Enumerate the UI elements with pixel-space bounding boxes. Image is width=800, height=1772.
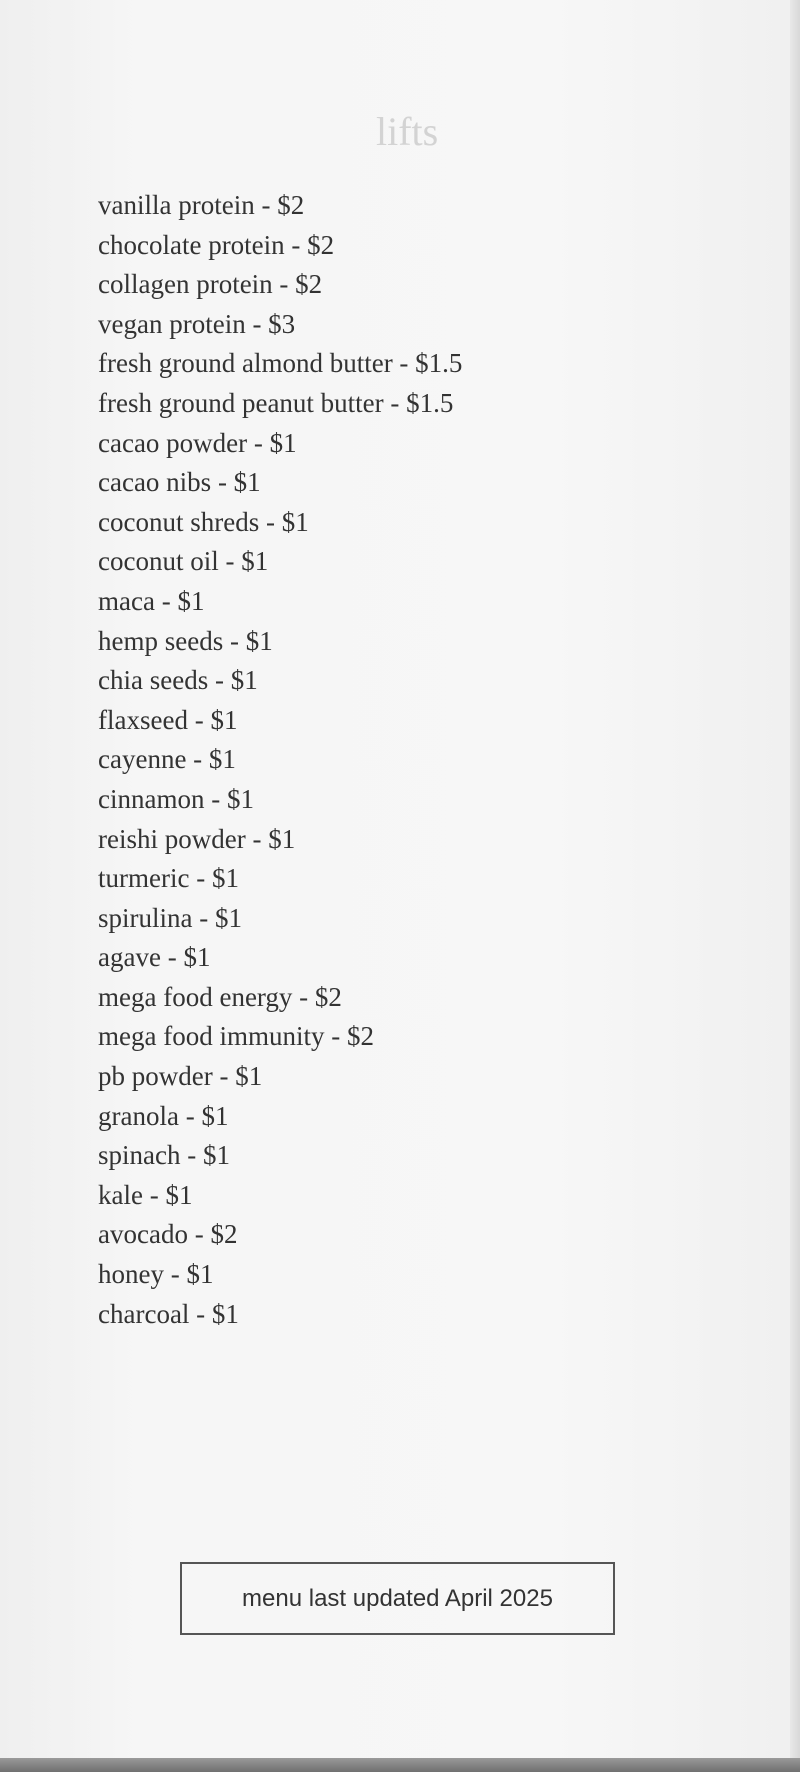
add-on-item: coconut shreds - $1 (98, 506, 309, 537)
add-on-item: turmeric - $1 (98, 863, 239, 894)
add-on-item: charcoal - $1 (98, 1298, 239, 1329)
add-on-item: chia seeds - $1 (98, 665, 258, 696)
add-on-item: kale - $1 (98, 1179, 193, 1210)
page-edge-shadow (790, 0, 800, 1758)
add-on-item: cayenne - $1 (98, 744, 236, 775)
add-on-item: avocado - $2 (98, 1219, 238, 1250)
add-on-item: spirulina - $1 (98, 902, 242, 933)
add-on-item: pb powder - $1 (98, 1061, 263, 1092)
bleed-through-heading: lifts (376, 109, 439, 154)
add-on-item: granola - $1 (98, 1100, 229, 1131)
add-on-item: chocolate protein - $2 (98, 229, 335, 260)
add-on-item: mega food energy - $2 (98, 981, 342, 1012)
add-on-item: cacao powder - $1 (98, 427, 297, 458)
add-on-item: cinnamon - $1 (98, 783, 254, 814)
add-on-item: honey - $1 (98, 1259, 214, 1290)
add-on-item: coconut oil - $1 (98, 546, 269, 577)
add-on-item: fresh ground peanut butter - $1.5 (98, 387, 454, 418)
add-on-item: hemp seeds - $1 (98, 625, 273, 656)
add-on-item: vanilla protein - $2 (98, 190, 305, 220)
add-on-item: spinach - $1 (98, 1140, 230, 1171)
table-surface (0, 1758, 800, 1772)
add-on-item: maca - $1 (98, 585, 205, 616)
add-on-item: flaxseed - $1 (98, 704, 238, 735)
add-ons-list (98, 186, 462, 1334)
add-on-item: agave - $1 (98, 942, 211, 973)
add-on-item: cacao nibs - $1 (98, 467, 261, 498)
add-on-item: collagen protein - $2 (98, 269, 323, 300)
last-updated-box (180, 1562, 615, 1635)
add-on-item: reishi powder - $1 (98, 823, 296, 854)
add-on-item: fresh ground almond butter - $1.5 (98, 348, 463, 379)
add-on-item: vegan protein - $3 (98, 308, 296, 339)
add-on-item: mega food immunity - $2 (98, 1021, 374, 1052)
last-updated-label: menu last updated April 2025 (242, 1584, 553, 1612)
